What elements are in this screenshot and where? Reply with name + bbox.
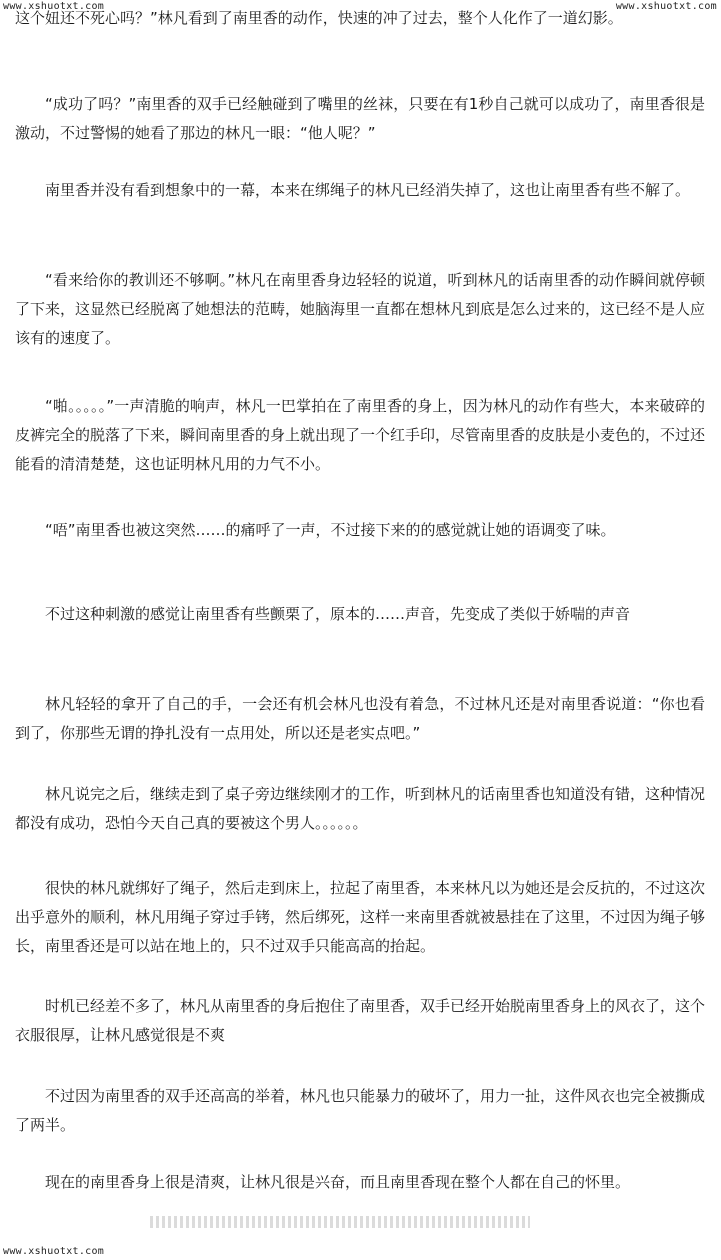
paragraph-3: 南里香并没有看到想象中的一幕，本来在绑绳子的林凡已经消失掉了，这也让南里香有些不解了。 <box>45 181 691 199</box>
paragraph-13: 现在的南里香身上很是清爽，让林凡很是兴奋，而且南里香现在整个人都在自己的怀里。 <box>45 1173 631 1191</box>
paragraph-10: 很快的林凡就绑好了绳子，然后走到床上，拉起了南里香，本来林凡以为她还是会反抗的，不过这次出乎意外的顺利，林凡用绳子穿过手铐，然后绑死，这样一来南里香就被悬挂在了这里，不过因为绳子够长，南里香还是可以站在地上的，只不过双手只能高高的抬起。 <box>15 879 706 955</box>
paragraph-6: “唔”南里香也被这突然……的痛呼了一声，不过接下来的的感觉就让她的语调变了味。 <box>45 521 616 539</box>
paragraph-8: 林凡轻轻的拿开了自己的手，一会还有机会林凡也没有着急，不过林凡还是对南里香说道：“你也看到了，你那些无谓的挣扎没有一点用处，所以还是老实点吧。” <box>15 695 705 742</box>
paragraph-1: 这个妞还不死心吗？”林凡看到了南里香的动作，快速的冲了过去，整个人化作了一道幻影。 <box>15 9 623 27</box>
paragraph-5: “啪。。。。。”一声清脆的响声，林凡一巴掌拍在了南里香的身上，因为林凡的动作有些大，本来破碎的皮裤完全的脱落了下来，瞬间南里香的身上就出现了一个红手印，尽管南里香的皮肤是小麦色的，不过还能看的清清楚楚，这也证明林凡用的力气不小。 <box>15 397 706 473</box>
watermark-top-right: www.xshuotxt.com <box>615 1 717 12</box>
paragraph-11: 时机已经差不多了，林凡从南里香的身后抱住了南里香，双手已经开始脱南里香身上的风衣了，这个衣服很厚，让林凡感觉很是不爽 <box>15 997 706 1044</box>
paragraph-12: 不过因为南里香的双手还高高的举着，林凡也只能暴力的破坏了，用力一扯，这件风衣也完全被撕成了两半。 <box>15 1087 706 1134</box>
paragraph-4: “看来给你的教训还不够啊。”林凡在南里香身边轻轻的说道，听到林凡的话南里香的动作瞬间就停顿了下来，这显然已经脱离了她想法的范畴，她脑海里一直都在想林凡到底是怎么过来的，这已经不是人应该有的速度了。 <box>15 271 706 347</box>
paragraph-9: 林凡说完之后，继续走到了桌子旁边继续刚才的工作，听到林凡的话南里香也知道没有错，这种情况都没有成功，恐怕今天自己真的要被这个男人。。。。。。 <box>15 785 706 832</box>
scan-artifact <box>150 1216 530 1228</box>
watermark-top-left: www.xshuotxt.com <box>3 1 105 12</box>
watermark-bottom-left: www.xshuotxt.com <box>3 1246 105 1257</box>
paragraph-7: 不过这种刺激的感觉让南里香有些颤栗了，原本的……声音，先变成了类似于娇喘的声音 <box>45 605 631 623</box>
paragraph-2: “成功了吗？”南里香的双手已经触碰到了嘴里的丝袜，只要在有1秒自己就可以成功了，南里香很是激动，不过警惕的她看了那边的林凡一眼：“他人呢？” <box>15 95 705 142</box>
